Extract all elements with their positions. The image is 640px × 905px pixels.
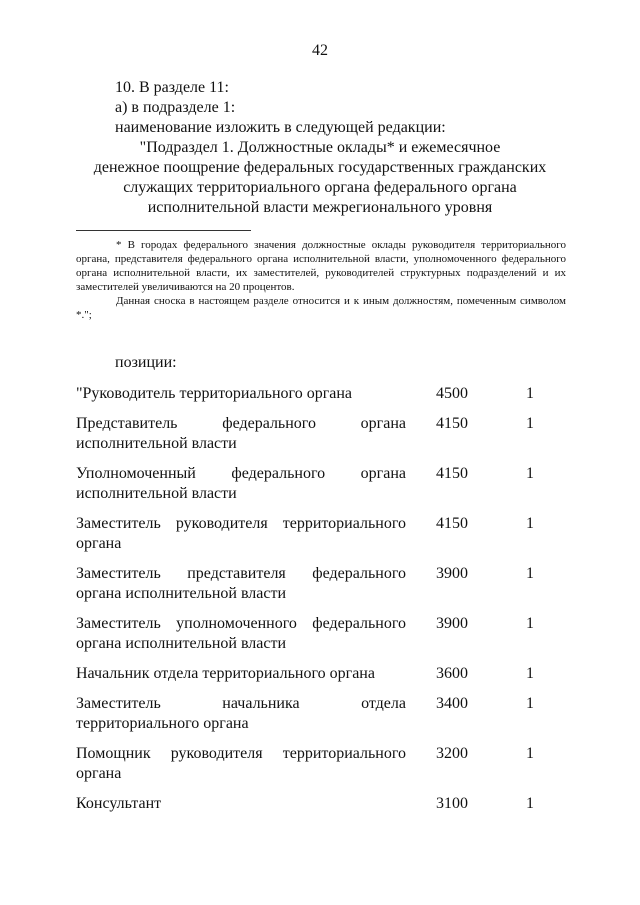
position-title xyxy=(76,664,406,684)
heading-line-2: денежное поощрение федеральных государственных гражданских xyxy=(93,159,547,176)
subsection-line: а) в подразделе 1: xyxy=(115,99,236,116)
table-row xyxy=(0,744,640,784)
salary-value: 4150 xyxy=(436,415,468,432)
position-title-line-1: Помощник руководителя территориального xyxy=(76,745,406,762)
salary-value: 4500 xyxy=(436,385,468,402)
salary-value: 3900 xyxy=(436,615,468,632)
position-title xyxy=(76,794,406,814)
position-title-line-1: Начальник отдела территориального органа xyxy=(76,665,375,682)
position-title xyxy=(76,694,406,734)
instruction-line: наименование изложить в следующей редакции: xyxy=(115,119,446,136)
position-title-line-2: исполнительной власти xyxy=(76,435,237,452)
table-row xyxy=(0,564,640,604)
salary-value: 3600 xyxy=(436,665,468,682)
quantity-value: 1 xyxy=(526,695,534,712)
quantity-value: 1 xyxy=(526,465,534,482)
table-row xyxy=(0,614,640,654)
footnote-paragraph-1: * В городах федерального значения должностные оклады руководителя территориального органа, представителя федерального органа исполнительной власти, уполномоченного федерального органа исполнительной власти, их заместителей, руководителей структурных подразделений и их заместителей увеличиваются на 20 процентов. xyxy=(76,239,566,293)
footnote-divider xyxy=(76,230,251,231)
quantity-value: 1 xyxy=(526,795,534,812)
position-title-line-1: Уполномоченный федерального органа xyxy=(76,465,406,482)
heading-line-1: "Подраздел 1. Должностные оклады* и ежемесячное xyxy=(139,139,501,156)
position-title xyxy=(76,514,406,554)
position-title-line-1: Заместитель начальника отдела xyxy=(76,695,406,712)
position-title-line-1: Заместитель уполномоченного федерального xyxy=(76,615,406,632)
quantity-value: 1 xyxy=(526,665,534,682)
position-title-line-1: "Руководитель территориального органа xyxy=(76,385,353,402)
heading-line-3: служащих территориального органа федерального органа xyxy=(123,179,517,196)
salary-value: 3900 xyxy=(436,565,468,582)
quantity-value: 1 xyxy=(526,565,534,582)
position-title-line-2: территориального органа xyxy=(76,715,249,732)
positions-label: позиции: xyxy=(115,354,177,371)
position-title-line-1: Заместитель представителя федерального xyxy=(76,565,406,582)
quantity-value: 1 xyxy=(526,615,534,632)
position-title xyxy=(76,464,406,504)
table-row xyxy=(0,794,640,834)
footnote-paragraph-2: Данная сноска в настоящем разделе относится и к иным должностям, помеченным символом *."; xyxy=(76,295,566,321)
salary-value: 3400 xyxy=(436,695,468,712)
salary-value: 4150 xyxy=(436,465,468,482)
position-title-line-1: Консультант xyxy=(76,795,162,812)
heading-line-4: исполнительной власти межрегионального уровня xyxy=(147,199,493,216)
position-title xyxy=(76,614,406,654)
section-line: 10. В разделе 11: xyxy=(115,79,229,96)
page-number: 42 xyxy=(312,42,328,59)
salary-value: 4150 xyxy=(436,515,468,532)
position-title-line-1: Заместитель руководителя территориального xyxy=(76,515,406,532)
table-row xyxy=(0,414,640,454)
table-row xyxy=(0,464,640,504)
quantity-value: 1 xyxy=(526,515,534,532)
position-title xyxy=(76,564,406,604)
quantity-value: 1 xyxy=(526,745,534,762)
position-title xyxy=(76,414,406,454)
position-title xyxy=(76,744,406,784)
position-title-line-2: органа xyxy=(76,535,122,552)
position-title-line-1: Представитель федерального органа xyxy=(76,415,406,432)
position-title-line-2: органа исполнительной власти xyxy=(76,585,287,602)
salary-value: 3200 xyxy=(436,745,468,762)
quantity-value: 1 xyxy=(526,415,534,432)
position-title-line-2: исполнительной власти xyxy=(76,485,237,502)
position-title-line-2: органа исполнительной власти xyxy=(76,635,287,652)
quantity-value: 1 xyxy=(526,385,534,402)
position-title-line-2: органа xyxy=(76,765,122,782)
table-row xyxy=(0,514,640,554)
salary-value: 3100 xyxy=(436,795,468,812)
footnote xyxy=(76,238,566,322)
table-row xyxy=(0,694,640,734)
position-title xyxy=(76,384,406,404)
